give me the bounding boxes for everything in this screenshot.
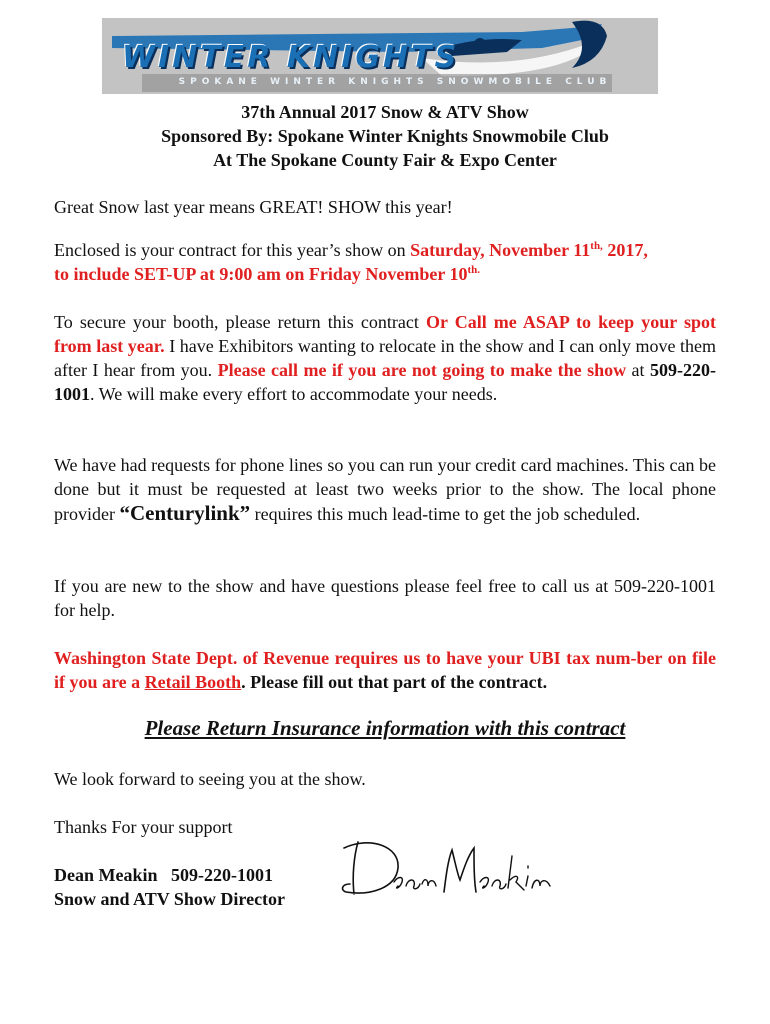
contact-phone: 509-220-1001 [54, 360, 716, 404]
booth-text-1: To secure your booth, please return this contract [54, 312, 426, 332]
closing-paragraph: We look forward to seeing you at the show. [54, 769, 366, 789]
phone-lines-text-1: We have had requests for phone lines so you can run your credit card machines. This can be done but it must be requested at least two weeks prior to the show. The local phone provider [54, 455, 716, 524]
call-asap-notice: Or Call me ASAP to keep your spot from last year. [54, 312, 716, 356]
setup-time: to include SET-UP at 9:00 am on Friday November 10 [54, 264, 468, 284]
club-logo [102, 18, 658, 94]
logo-subtitle: SPOKANE WINTER KNIGHTS SNOWMOBILE CLUB [178, 77, 612, 87]
thanks-line: Thanks For your support [54, 817, 233, 837]
logo-title: WINTER KNIGHTS [122, 40, 460, 75]
booth-text-2: I have Exhibitors wanting to relocate in the show and I can only move them after I hear from you. [54, 336, 716, 380]
header-line-3: At The Spokane County Fair & Expo Center [213, 150, 557, 170]
director-phone: 509-220-1001 [171, 865, 273, 885]
setup-date-suffix: th. [467, 264, 481, 276]
director-title: Snow and ATV Show Director [54, 889, 286, 909]
booth-paragraph [54, 310, 716, 406]
director-name: Dean Meakin [54, 865, 158, 885]
show-date-text: Enclosed is your contract for this year’s show on [54, 240, 411, 260]
phone-lines-paragraph [54, 453, 716, 526]
show-date: Saturday, November 11 [410, 240, 591, 260]
ubi-punct: . [241, 672, 251, 692]
handwritten-signature [340, 836, 580, 900]
ubi-notice: Washington State Dept. of Revenue requires us to have your UBI tax num-ber on file if you are a [54, 648, 716, 692]
insurance-notice: Please Return Insurance information with this contract [144, 716, 626, 740]
not-going-notice: Please call me if you are not going to make the show [217, 360, 627, 380]
show-date-paragraph [54, 238, 716, 286]
booth-text-4: . We will make every effort to accommodate your needs. [90, 384, 498, 404]
show-year: 2017, [602, 240, 648, 260]
show-date-suffix: th, [590, 240, 603, 252]
header-line-2: Sponsored By: Spokane Winter Knights Snowmobile Club [161, 126, 609, 146]
new-exhibitor-paragraph: If you are new to the show and have questions please feel free to call us at 509-220-1001 for help. [54, 576, 716, 620]
fill-out-notice: Please fill out that part of the contract. [250, 672, 548, 692]
phone-provider: “Centurylink” [119, 501, 251, 525]
retail-booth: Retail Booth [144, 672, 242, 692]
director-name-line [54, 863, 334, 887]
phone-lines-text-2: requires this much lead-time to get the job scheduled. [250, 504, 641, 524]
header-line-1: 37th Annual 2017 Snow & ATV Show [241, 102, 529, 122]
ubi-notice-paragraph [54, 646, 716, 694]
booth-text-3: at [626, 360, 650, 380]
intro-paragraph: Great Snow last year means GREAT! SHOW this year! [54, 197, 453, 217]
